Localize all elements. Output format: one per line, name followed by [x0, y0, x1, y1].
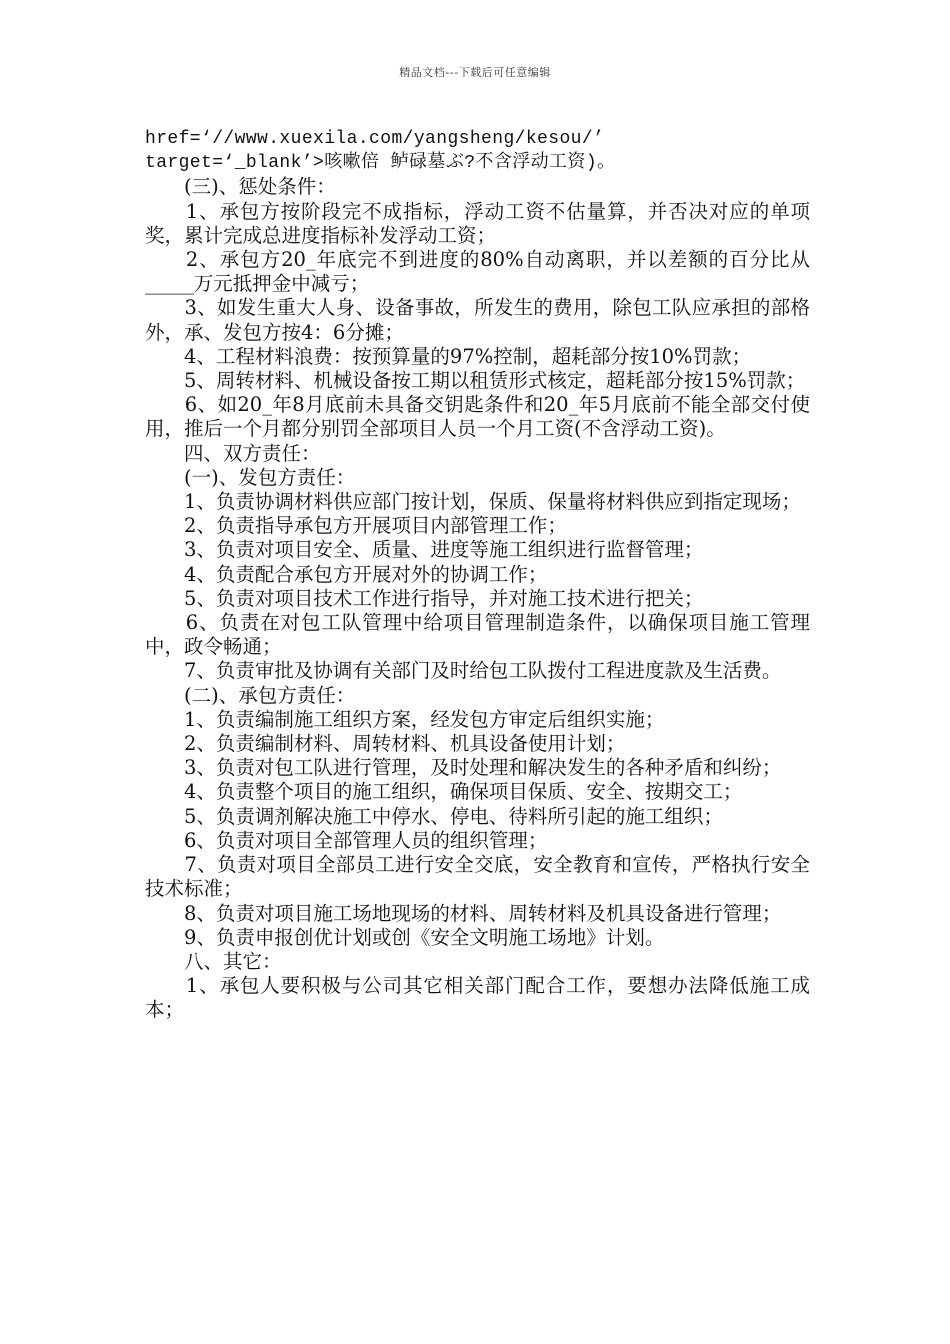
- section-heading: 四、双方责任：: [145, 441, 321, 465]
- paragraph: 1、承包方按阶段完不成指标，浮动工资不估量算，并否决对应的单项奖，累计完成总进度指标补发浮动工资；: [145, 199, 810, 247]
- section-heading: (一)、发包方责任：: [145, 465, 356, 489]
- document-body: [145, 127, 810, 1023]
- section-heading: (二)、承包方责任：: [145, 683, 356, 707]
- paragraph: 1、负责编制施工组织方案，经发包方审定后组织实施；: [145, 707, 665, 731]
- paragraph: 6、负责在对包工队管理中给项目管理制造条件，以确保项目施工管理中，政令畅通；: [145, 611, 810, 659]
- paragraph: 1、负责协调材料供应部门按计划，保质、保量将材料供应到指定现场；: [145, 490, 801, 514]
- paragraph: 5、周转材料、机械设备按工期以租赁形式核定，超耗部分按15%罚款；: [145, 369, 806, 393]
- paragraph: 5、负责对项目技术工作进行指导，并对施工技术进行把关；: [145, 586, 704, 610]
- section-heading: (三)、惩处条件：: [145, 175, 336, 199]
- paragraph: 4、负责配合承包方开展对外的协调工作；: [145, 562, 548, 586]
- paragraph: 9、负责申报创优计划或创《安全文明施工场地》计划。: [145, 925, 665, 949]
- paragraph: 2、承包方20_年底完不到进度的80%自动离职，并以差额的百分比从_____万元抵押金中减亏；: [145, 248, 810, 296]
- section-heading: 八、其它：: [145, 949, 282, 973]
- paragraph: 1、承包人要积极与公司其它相关部门配合工作，要想办法降低施工成本；: [145, 974, 810, 1022]
- paragraph: 3、负责对包工队进行管理，及时处理和解决发生的各种矛盾和纠纷；: [145, 756, 782, 780]
- paragraph: target=‘_blank’>咳嗽倍 鲈碌墓ぶ?不含浮动工资)。: [145, 153, 616, 174]
- paragraph: 5、负责调剂解决施工中停水、停电、待料所引起的施工组织；: [145, 804, 723, 828]
- paragraph: 4、负责整个项目的施工组织，确保项目保质、安全、按期交工；: [145, 780, 743, 804]
- paragraph: 6、如20_年8月底前未具备交钥匙条件和20_年5月底前不能全部交付使用，推后一个月都分别罚全部项目人员一个月工资(不含浮动工资)。: [145, 393, 810, 441]
- page-header: 精品文档---下载后可任意编辑: [399, 66, 551, 79]
- paragraph: 3、如发生重大人身、设备事故，所发生的费用，除包工队应承担的部格外，承、发包方按4：6分摊；: [145, 296, 810, 344]
- paragraph: 8、负责对项目施工场地现场的材料、周转材料及机具设备进行管理；: [145, 901, 782, 925]
- paragraph: 7、负责对项目全部员工进行安全交底，安全教育和宣传，严格执行安全技术标准；: [145, 853, 810, 901]
- paragraph: 3、负责对项目安全、质量、进度等施工组织进行监督管理；: [145, 538, 704, 562]
- paragraph: 7、负责审批及协调有关部门及时给包工队拨付工程进度款及生活费。: [145, 659, 782, 683]
- paragraph: 2、负责指导承包方开展项目内部管理工作；: [145, 514, 567, 538]
- paragraph: 4、工程材料浪费：按预算量的97%控制，超耗部分按10%罚款；: [145, 344, 752, 368]
- paragraph: 6、负责对项目全部管理人员的组织管理；: [145, 828, 548, 852]
- paragraph: 2、负责编制材料、周转材料、机具设备使用计划；: [145, 732, 626, 756]
- paragraph: href=‘//www.xuexila.com/yangsheng/kesou/’: [145, 129, 605, 149]
